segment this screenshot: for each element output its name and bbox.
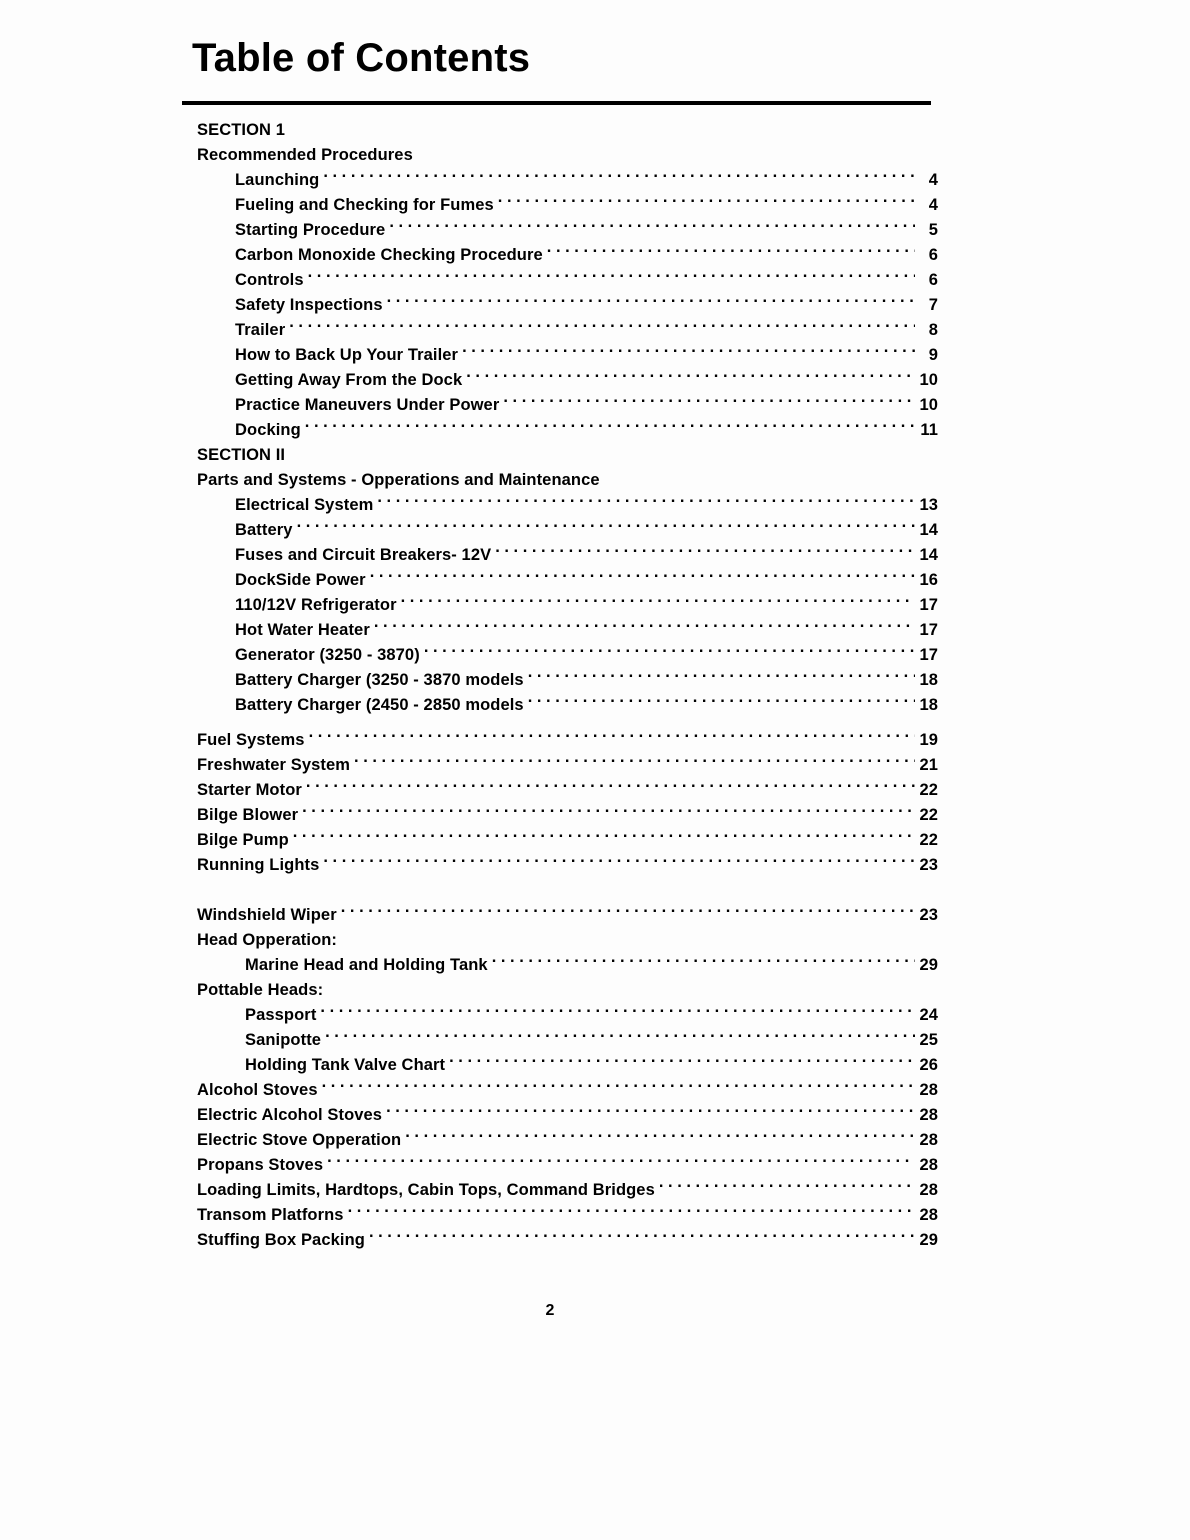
toc-entry[interactable]	[197, 593, 938, 618]
toc-entry-label: Running Lights	[197, 856, 320, 874]
toc-entry-page-number: 8	[928, 321, 938, 339]
toc-entry[interactable]	[197, 568, 938, 593]
toc-entry-label: Windshield Wiper	[197, 906, 337, 924]
toc-entry-page-number: 28	[919, 1081, 938, 1099]
title-divider	[182, 101, 931, 105]
toc-entry-label: Fueling and Checking for Fumes	[235, 196, 494, 214]
dot-leader	[401, 594, 915, 611]
toc-entry[interactable]	[197, 1003, 938, 1028]
section-heading-title	[197, 468, 938, 493]
dot-leader	[528, 694, 915, 711]
dot-leader	[389, 219, 915, 236]
section-2-entries	[197, 493, 938, 718]
toc-entry-label: 110/12V Refrigerator	[235, 596, 397, 614]
dot-leader	[289, 319, 915, 336]
toc-entry[interactable]	[197, 668, 938, 693]
section-1-number: SECTION 1	[197, 121, 286, 139]
toc-entry[interactable]	[197, 368, 938, 393]
dot-leader	[449, 1054, 915, 1071]
dot-leader	[405, 1129, 915, 1146]
trailing-entries-group-2	[197, 903, 938, 1253]
trailing-entries-group-1	[197, 728, 938, 878]
dot-leader	[462, 344, 915, 361]
dot-leader	[495, 544, 915, 561]
toc-entry-label: Docking	[235, 421, 301, 439]
toc-entry-page-number: 26	[919, 1056, 938, 1074]
toc-entry[interactable]	[197, 318, 938, 343]
dot-leader	[492, 954, 915, 971]
toc-entry-label: Battery	[235, 521, 293, 539]
toc-entry-label: Fuel Systems	[197, 731, 305, 749]
toc-entry[interactable]	[197, 168, 938, 193]
toc-entry-label: Practice Maneuvers Under Power	[235, 396, 500, 414]
toc-entry-page-number: 28	[919, 1206, 938, 1224]
toc-entry[interactable]	[197, 393, 938, 418]
toc-entry-label: Head Opperation:	[197, 931, 338, 949]
toc-entry-label: How to Back Up Your Trailer	[235, 346, 459, 364]
dot-leader	[377, 494, 915, 511]
section-heading-title	[197, 143, 938, 168]
toc-entry-label: Battery Charger (2450 - 2850 models	[235, 696, 524, 714]
section-heading-number	[197, 443, 938, 468]
toc-entry-label: Propans Stoves	[197, 1156, 324, 1174]
toc-entry-label: Hot Water Heater	[235, 621, 370, 639]
toc-entry[interactable]	[197, 753, 938, 778]
toc-entry[interactable]	[197, 1228, 938, 1253]
toc-entry-label: Holding Tank Valve Chart	[245, 1056, 446, 1074]
toc-entry-page-number: 7	[928, 296, 938, 314]
dot-leader	[498, 194, 915, 211]
section-1-entries	[197, 168, 938, 443]
toc-entry-page-number: 24	[919, 1006, 938, 1024]
toc-entry[interactable]	[197, 518, 938, 543]
toc-entry-page-number: 16	[919, 571, 938, 589]
toc-entry-page-number: 22	[919, 781, 938, 799]
dot-leader	[322, 1079, 915, 1096]
dot-leader	[354, 754, 915, 771]
toc-entry-page-number: 28	[919, 1131, 938, 1149]
toc-subheading	[197, 978, 938, 1003]
toc-entry[interactable]	[197, 343, 938, 368]
toc-entry-page-number: 17	[919, 646, 938, 664]
dot-leader	[547, 244, 915, 261]
toc-entry-page-number: 10	[919, 371, 938, 389]
table-of-contents	[197, 118, 938, 1253]
toc-entry-label: Stuffing Box Packing	[197, 1231, 365, 1249]
dot-leader	[387, 294, 915, 311]
toc-entry-label: Starter Motor	[197, 781, 302, 799]
toc-entry-label: Loading Limits, Hardtops, Cabin Tops, Command Bridges	[197, 1181, 655, 1199]
toc-entry-label: Pottable Heads:	[197, 981, 324, 999]
dot-leader	[305, 419, 915, 436]
toc-entry[interactable]	[197, 778, 938, 803]
toc-entry[interactable]	[197, 903, 938, 928]
toc-entry-page-number: 18	[919, 671, 938, 689]
toc-entry-label: Freshwater System	[197, 756, 351, 774]
toc-entry[interactable]	[197, 828, 938, 853]
toc-entry-label: DockSide Power	[235, 571, 366, 589]
dot-leader	[327, 1154, 915, 1171]
toc-entry-page-number: 29	[919, 1231, 938, 1249]
toc-entry-label: Safety Inspections	[235, 296, 383, 314]
dot-leader	[424, 644, 915, 661]
toc-entry-label: Electric Alcohol Stoves	[197, 1106, 383, 1124]
dot-leader	[374, 619, 915, 636]
toc-entry[interactable]	[197, 1128, 938, 1153]
dot-leader	[466, 369, 915, 386]
toc-entry[interactable]	[197, 1028, 938, 1053]
toc-entry-page-number: 25	[919, 1031, 938, 1049]
toc-entry[interactable]	[197, 618, 938, 643]
dot-leader	[306, 779, 915, 796]
dot-leader	[308, 269, 915, 286]
dot-leader	[309, 729, 915, 746]
toc-entry-label: Bilge Pump	[197, 831, 289, 849]
dot-leader	[320, 1004, 915, 1021]
toc-entry[interactable]	[197, 803, 938, 828]
dot-leader	[503, 394, 915, 411]
toc-entry[interactable]	[197, 953, 938, 978]
toc-entry-label: Starting Procedure	[235, 221, 386, 239]
toc-entry-page-number: 17	[919, 596, 938, 614]
dot-leader	[293, 829, 915, 846]
toc-entry-page-number: 23	[919, 856, 938, 874]
dot-leader	[348, 1204, 915, 1221]
toc-entry-page-number: 6	[928, 271, 938, 289]
toc-entry-label: Controls	[235, 271, 304, 289]
toc-entry-page-number: 17	[919, 621, 938, 639]
toc-entry-label: Electrical System	[235, 496, 374, 514]
folio-page-number: 2	[545, 1302, 555, 1319]
toc-entry-page-number: 28	[919, 1181, 938, 1199]
dot-leader	[386, 1104, 915, 1121]
toc-entry-page-number: 28	[919, 1106, 938, 1124]
toc-entry-label: Generator (3250 - 3870)	[235, 646, 420, 664]
toc-entry[interactable]	[197, 1103, 938, 1128]
toc-entry[interactable]	[197, 1153, 938, 1178]
toc-entry-page-number: 18	[919, 696, 938, 714]
dot-leader	[659, 1179, 915, 1196]
toc-entry-page-number: 10	[919, 396, 938, 414]
section-1-title: Recommended Procedures	[197, 146, 413, 164]
toc-entry-page-number: 13	[919, 496, 938, 514]
toc-entry-page-number: 19	[919, 731, 938, 749]
toc-entry-page-number: 5	[928, 221, 938, 239]
toc-entry-label: Sanipotte	[245, 1031, 322, 1049]
toc-entry-label: Bilge Blower	[197, 806, 299, 824]
toc-entry[interactable]	[197, 1078, 938, 1103]
toc-entry-page-number: 22	[919, 831, 938, 849]
entry-group-spacer	[197, 878, 938, 903]
toc-entry-page-number: 28	[919, 1156, 938, 1174]
dot-leader	[323, 854, 915, 871]
section-2-number: SECTION II	[197, 446, 286, 464]
dot-leader	[341, 904, 915, 921]
toc-subheading	[197, 928, 938, 953]
page-title: Table of Contents	[192, 36, 531, 80]
toc-entry[interactable]	[197, 1203, 938, 1228]
toc-entry[interactable]	[197, 493, 938, 518]
toc-entry[interactable]	[197, 728, 938, 753]
dot-leader	[297, 519, 915, 536]
toc-entry-page-number: 6	[928, 246, 938, 264]
dot-leader	[323, 169, 915, 186]
toc-entry-label: Passport	[245, 1006, 317, 1024]
dot-leader	[325, 1029, 915, 1046]
toc-entry-page-number: 14	[919, 546, 938, 564]
toc-entry[interactable]	[197, 218, 938, 243]
toc-entry-page-number: 14	[919, 521, 938, 539]
toc-entry[interactable]	[197, 543, 938, 568]
toc-entry-label: Trailer	[235, 321, 286, 339]
toc-entry[interactable]	[197, 268, 938, 293]
toc-entry-label: Fuses and Circuit Breakers- 12V	[235, 546, 492, 564]
toc-entry-label: Marine Head and Holding Tank	[245, 956, 488, 974]
dot-leader	[302, 804, 915, 821]
toc-entry[interactable]	[197, 418, 938, 443]
entry-group-spacer	[197, 718, 938, 728]
section-heading-number	[197, 118, 938, 143]
toc-entry-label: Electric Stove Opperation	[197, 1131, 402, 1149]
toc-entry[interactable]	[197, 293, 938, 318]
toc-entry-page-number: 23	[919, 906, 938, 924]
toc-entry[interactable]	[197, 693, 938, 718]
toc-entry-page-number: 9	[928, 346, 938, 364]
toc-entry-page-number: 4	[928, 171, 938, 189]
dot-leader	[369, 1229, 915, 1246]
toc-entry-page-number: 22	[919, 806, 938, 824]
toc-entry-page-number: 21	[919, 756, 938, 774]
toc-entry-page-number: 11	[920, 421, 938, 439]
toc-entry-label: Transom Platforns	[197, 1206, 344, 1224]
toc-entry-label: Getting Away From the Dock	[235, 371, 463, 389]
toc-entry-label: Launching	[235, 171, 320, 189]
toc-entry[interactable]	[197, 1053, 938, 1078]
dot-leader	[370, 569, 915, 586]
toc-entry[interactable]	[197, 853, 938, 878]
toc-entry-label: Battery Charger (3250 - 3870 models	[235, 671, 524, 689]
toc-entry-page-number: 4	[928, 196, 938, 214]
toc-entry-label: Alcohol Stoves	[197, 1081, 318, 1099]
toc-entry[interactable]	[197, 193, 938, 218]
toc-entry[interactable]	[197, 643, 938, 668]
toc-entry[interactable]	[197, 243, 938, 268]
section-2-title: Parts and Systems - Opperations and Maintenance	[197, 471, 600, 489]
toc-entry-label: Carbon Monoxide Checking Procedure	[235, 246, 543, 264]
dot-leader	[528, 669, 915, 686]
toc-entry-page-number: 29	[919, 956, 938, 974]
toc-entry[interactable]	[197, 1178, 938, 1203]
